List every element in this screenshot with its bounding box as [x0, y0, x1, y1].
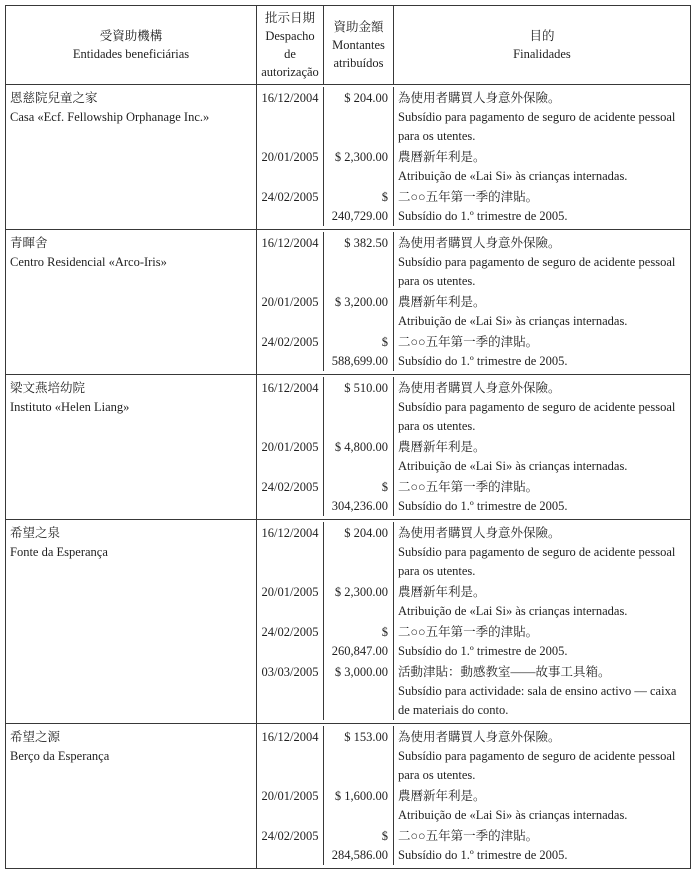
purpose-zh: 為使用者購買人身意外保險。: [398, 91, 561, 105]
header-date-pt-line1: Despacho de: [265, 29, 315, 61]
entity-name-pt: Fonte da Esperança: [10, 545, 108, 559]
grant-amount: $ 2,300.00: [324, 146, 394, 186]
purpose-pt: Subsídio para pagamento de seguro de acidente pessoal para os utentes.: [398, 545, 676, 578]
purpose-pt: Atribuição de «Lai Si» às crianças internadas.: [398, 169, 628, 183]
header-date-pt-line2: autorização: [261, 65, 319, 79]
grant-entry: [257, 522, 690, 581]
grant-entry: [257, 785, 690, 825]
purpose-pt: Subsídio do 1.º trimestre de 2005.: [398, 644, 568, 658]
grant-purpose: [394, 726, 690, 785]
grant-amount: $ 284,586.00: [324, 825, 394, 865]
purpose-zh: 農曆新年利是。: [398, 440, 486, 454]
purpose-zh: 為使用者購買人身意外保險。: [398, 526, 561, 540]
table-row: [6, 724, 690, 868]
header-entities: [6, 6, 257, 84]
purpose-pt: Subsídio para pagamento de seguro de acidente pessoal para os utentes.: [398, 749, 676, 782]
grant-purpose: [394, 621, 690, 661]
header-amount-zh: 資助金額: [333, 20, 384, 34]
grant-amount: $ 204.00: [324, 87, 394, 146]
purpose-pt: Subsídio para pagamento de seguro de acidente pessoal para os utentes.: [398, 255, 676, 288]
grant-purpose: [394, 291, 690, 331]
entity-cell: [6, 85, 257, 229]
grant-purpose: [394, 377, 690, 436]
entity-name-zh: 希望之源: [10, 730, 61, 744]
purpose-pt: Subsídio do 1.º trimestre de 2005.: [398, 209, 568, 223]
header-purpose-pt: Finalidades: [513, 47, 571, 61]
purpose-zh: 為使用者購買人身意外保險。: [398, 381, 561, 395]
grant-amount: $ 3,200.00: [324, 291, 394, 331]
grant-date: 16/12/2004: [257, 726, 324, 785]
purpose-pt: Atribuição de «Lai Si» às crianças internadas.: [398, 314, 628, 328]
entity-name-zh: 希望之泉: [10, 526, 61, 540]
grant-purpose: [394, 146, 690, 186]
purpose-pt: Subsídio para actividade: sala de ensino activo — caixa de materiais do conto.: [398, 684, 677, 717]
grant-amount: $ 2,300.00: [324, 581, 394, 621]
entity-cell: [6, 724, 257, 868]
entity-cell: [6, 520, 257, 723]
grant-purpose: [394, 825, 690, 865]
purpose-pt: Subsídio do 1.º trimestre de 2005.: [398, 499, 568, 513]
grant-entry: [257, 726, 690, 785]
purpose-zh: 農曆新年利是。: [398, 295, 486, 309]
header-purpose-zh: 目的: [529, 29, 555, 43]
purpose-pt: Subsídio para pagamento de seguro de acidente pessoal para os utentes.: [398, 400, 676, 433]
grant-entry: [257, 825, 690, 868]
grant-amount: $ 260,847.00: [324, 621, 394, 661]
table-header-row: [6, 6, 690, 85]
entity-name-pt: Berço da Esperança: [10, 749, 110, 763]
grant-amount: $ 204.00: [324, 522, 394, 581]
header-date: [257, 6, 324, 84]
grant-entry: [257, 436, 690, 476]
grant-amount: $ 588,699.00: [324, 331, 394, 371]
grant-entry: [257, 291, 690, 331]
table-row: [6, 375, 690, 520]
grant-date: 20/01/2005: [257, 146, 324, 186]
grant-purpose: [394, 186, 690, 226]
entity-name-pt: Instituto «Helen Liang»: [10, 400, 130, 414]
grant-date: 24/02/2005: [257, 825, 324, 865]
purpose-pt: Atribuição de «Lai Si» às crianças internadas.: [398, 459, 628, 473]
grant-purpose: [394, 87, 690, 146]
purpose-pt: Subsídio do 1.º trimestre de 2005.: [398, 354, 568, 368]
purpose-pt: Atribuição de «Lai Si» às crianças internadas.: [398, 604, 628, 618]
header-date-zh: 批示日期: [264, 11, 315, 25]
entity-name-zh: 恩慈院兒童之家: [10, 91, 98, 105]
grant-date: 24/02/2005: [257, 331, 324, 371]
entity-name-pt: Centro Residencial «Arco-Iris»: [10, 255, 167, 269]
grant-amount: $ 153.00: [324, 726, 394, 785]
purpose-zh: 二○○五年第一季的津貼。: [398, 190, 539, 204]
grant-entry: [257, 331, 690, 374]
grant-amount: $ 3,000.00: [324, 661, 394, 720]
grant-purpose: [394, 661, 690, 720]
subsidy-table: [5, 5, 691, 869]
grant-purpose: [394, 232, 690, 291]
grant-purpose: [394, 476, 690, 516]
grant-entry: [257, 621, 690, 661]
table-row: [6, 85, 690, 230]
purpose-zh: 農曆新年利是。: [398, 585, 486, 599]
grant-purpose: [394, 785, 690, 825]
grant-purpose: [394, 581, 690, 621]
entity-cell: [6, 230, 257, 374]
grants-list: [257, 375, 690, 519]
grant-entry: [257, 476, 690, 519]
grants-list: [257, 230, 690, 374]
purpose-zh: 農曆新年利是。: [398, 150, 486, 164]
header-entities-pt: Entidades beneficiárias: [72, 47, 190, 61]
grant-date: 20/01/2005: [257, 436, 324, 476]
grants-list: [257, 520, 690, 723]
grant-amount: $ 240,729.00: [324, 186, 394, 226]
purpose-zh: 二○○五年第一季的津貼。: [398, 829, 539, 843]
grants-list: [257, 85, 690, 229]
grant-amount: $ 510.00: [324, 377, 394, 436]
grant-purpose: [394, 331, 690, 371]
purpose-pt: Subsídio para pagamento de seguro de acidente pessoal para os utentes.: [398, 110, 676, 143]
grant-amount: $ 382.50: [324, 232, 394, 291]
grant-entry: [257, 186, 690, 229]
purpose-zh: 二○○五年第一季的津貼。: [398, 480, 539, 494]
header-entities-zh: 受資助機構: [99, 29, 163, 43]
grants-list: [257, 724, 690, 868]
table-row: [6, 520, 690, 724]
grant-entry: [257, 146, 690, 186]
table-row: [6, 230, 690, 375]
grant-date: 16/12/2004: [257, 232, 324, 291]
grant-date: 24/02/2005: [257, 186, 324, 226]
grant-date: 16/12/2004: [257, 522, 324, 581]
header-amount-pt-line2: atribuídos: [333, 56, 384, 70]
grant-amount: $ 4,800.00: [324, 436, 394, 476]
purpose-zh: 二○○五年第一季的津貼。: [398, 625, 539, 639]
purpose-zh: 二○○五年第一季的津貼。: [398, 335, 539, 349]
grant-purpose: [394, 522, 690, 581]
grant-entry: [257, 232, 690, 291]
grant-date: 20/01/2005: [257, 785, 324, 825]
grant-date: 20/01/2005: [257, 581, 324, 621]
purpose-zh: 為使用者購買人身意外保險。: [398, 730, 561, 744]
header-purpose: [394, 6, 690, 84]
grant-amount: $ 304,236.00: [324, 476, 394, 516]
purpose-zh: 活動津貼：動感教室——故事工具箱。: [398, 665, 611, 679]
grant-amount: $ 1,600.00: [324, 785, 394, 825]
header-amount: [324, 6, 394, 84]
entity-name-zh: 梁文燕培幼院: [10, 381, 86, 395]
purpose-pt: Subsídio do 1.º trimestre de 2005.: [398, 848, 568, 862]
grant-entry: [257, 87, 690, 146]
grant-date: 16/12/2004: [257, 87, 324, 146]
grant-date: 24/02/2005: [257, 621, 324, 661]
entity-name-zh: 青暉舍: [10, 236, 48, 250]
grant-entry: [257, 581, 690, 621]
grant-purpose: [394, 436, 690, 476]
grant-entry: [257, 377, 690, 436]
purpose-zh: 為使用者購買人身意外保險。: [398, 236, 561, 250]
header-amount-pt-line1: Montantes: [332, 38, 385, 52]
entity-name-pt: Casa «Ecf. Fellowship Orphanage Inc.»: [10, 110, 210, 124]
grant-entry: [257, 661, 690, 723]
purpose-pt: Atribuição de «Lai Si» às crianças internadas.: [398, 808, 628, 822]
grant-date: 20/01/2005: [257, 291, 324, 331]
grant-date: 03/03/2005: [257, 661, 324, 720]
purpose-zh: 農曆新年利是。: [398, 789, 486, 803]
grant-date: 16/12/2004: [257, 377, 324, 436]
grant-date: 24/02/2005: [257, 476, 324, 516]
entity-cell: [6, 375, 257, 519]
